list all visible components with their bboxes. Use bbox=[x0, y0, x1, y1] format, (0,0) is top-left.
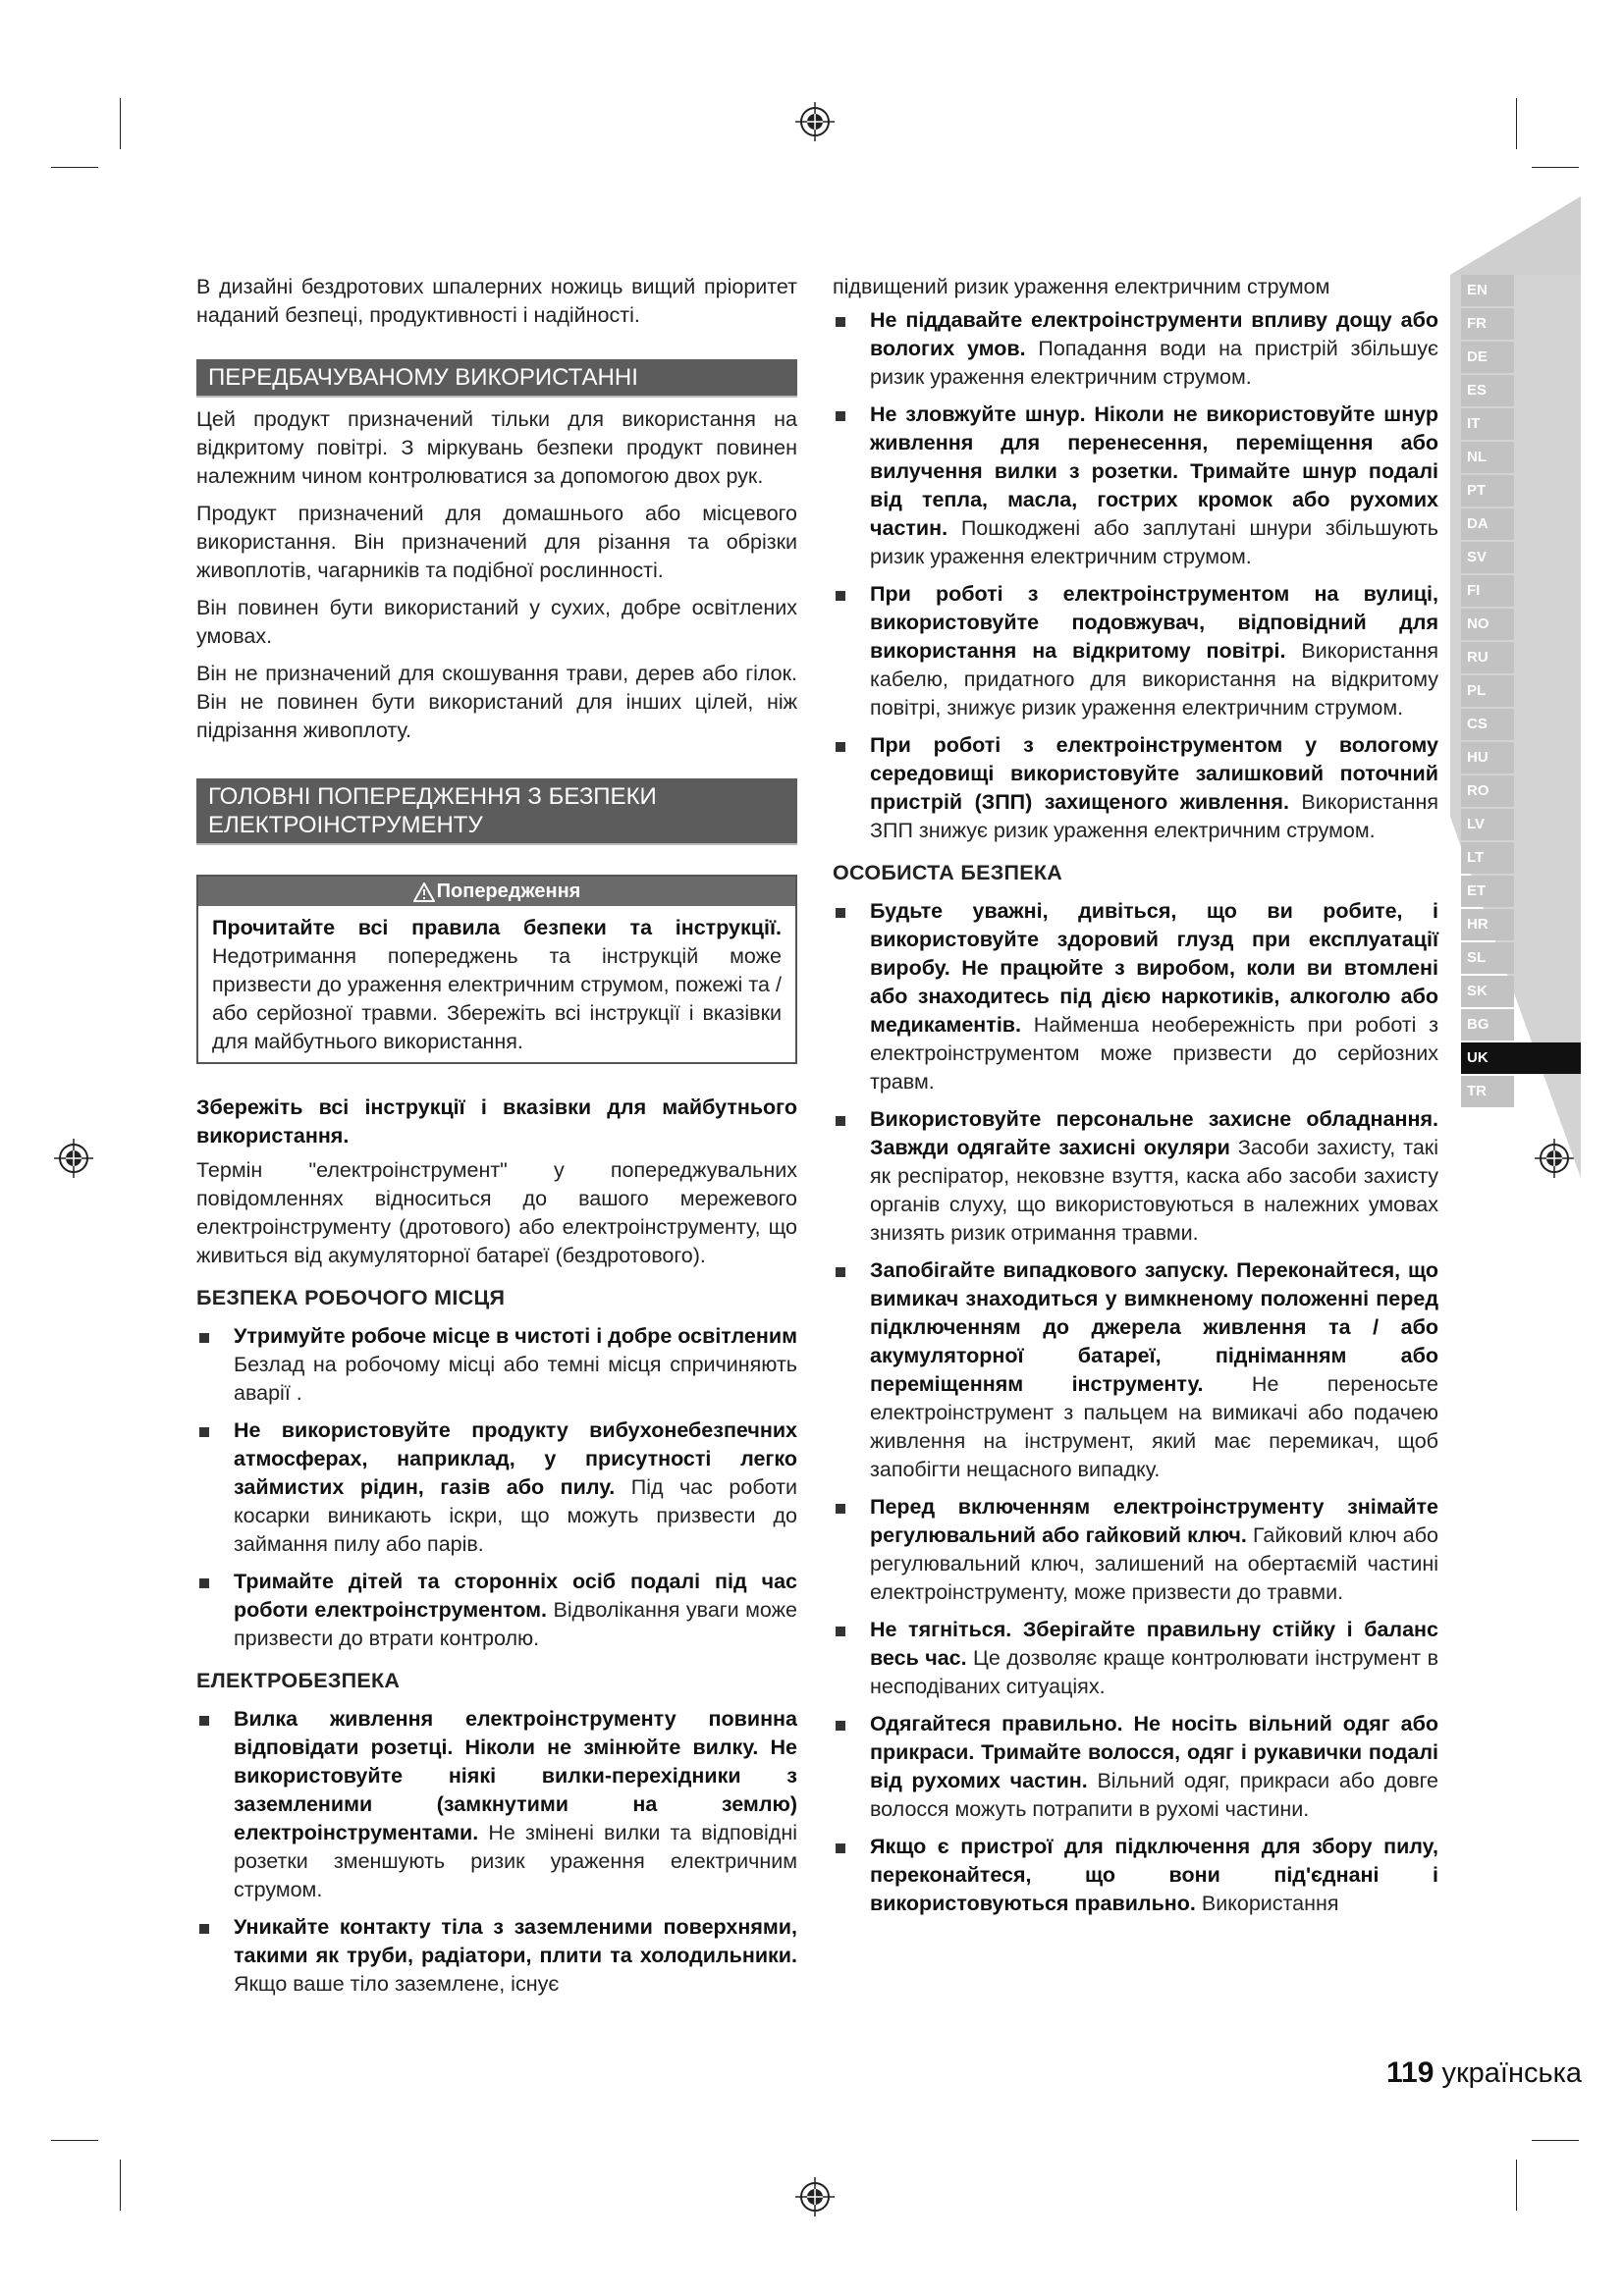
paragraph: Термін "електроінструмент" у попереджувальних повідомленнях відноситься до вашого мережевого електроінструменту (дротового) або електроінструменту, що живиться від акумуляторної батареї (бездротового). bbox=[196, 1158, 797, 1267]
language-tab-de[interactable]: DE bbox=[1461, 342, 1514, 373]
list-item-text: Під час роботи косарки виникають іскри, що можуть призвести до займання пилу або парів. bbox=[234, 1475, 797, 1556]
heading-line: ЕЛЕКТРОІНСТРУМЕНТУ bbox=[208, 812, 483, 838]
subheading-work-area: БЕЗПЕКА РОБОЧОГО МІСЦЯ bbox=[196, 1286, 506, 1309]
trim-mark bbox=[1516, 98, 1517, 149]
language-tab-ru[interactable]: RU bbox=[1461, 642, 1514, 673]
list-item-text: Це дозволяє краще контролювати інструмент в несподіваних ситуаціях. bbox=[870, 1646, 1438, 1698]
warning-title-text: Попередження bbox=[436, 881, 581, 902]
list-item-bold: Не зловжуйте шнур. Ніколи не використовуйте шнур живлення для перенесення, переміщення або вилучення вилки з розетки. Тримайте шнур подалі від тепла, масла, гострих кромок або рухомих частин. bbox=[870, 402, 1438, 540]
work-area-list bbox=[196, 1322, 797, 1653]
intro-paragraph: В дизайні бездротових шпалерних ножиць вищий пріоритет наданий безпеці, продуктивності і надійності. bbox=[196, 275, 797, 327]
language-tab-lv[interactable]: LV bbox=[1461, 809, 1514, 840]
language-tab-pl[interactable]: PL bbox=[1461, 675, 1514, 707]
list-item-bold: При роботі з електроінструментом на вулиці, використовуйте подовжувач, відповідний для використання на відкритому повітрі. bbox=[870, 582, 1438, 663]
list-item bbox=[833, 731, 1438, 845]
list-item bbox=[833, 1493, 1438, 1607]
language-tab-pt[interactable]: PT bbox=[1461, 475, 1514, 507]
registration-mark-icon bbox=[54, 1139, 93, 1178]
list-item-bold: При роботі з електроінструментом у вологому середовищі використовуйте залишковий поточний пристрій (ЗПП) захищеного живлення. bbox=[870, 733, 1438, 814]
list-item-bold: Запобігайте випадкового запуску. Переконайтеся, що вимикач знаходиться у вимкненому положенні перед підключенням до джерела живлення та / або акумуляторної батареї, підніманням або переміщенням інструменту. bbox=[870, 1258, 1438, 1396]
language-tab-sl[interactable]: SL bbox=[1461, 942, 1514, 974]
list-item bbox=[833, 1710, 1438, 1824]
list-item bbox=[196, 1913, 797, 1999]
list-item-bold: Вилка живлення електроінструменту повинна відповідати розетці. Ніколи не змінюйте вилку. Не використовуйте ніякі вилки-перехідники з заземленими (замкнутими на землю) електроінструментами. bbox=[234, 1707, 797, 1844]
page-footer bbox=[1386, 2056, 1582, 2090]
list-item-text: Використання кабелю, придатного для використання на відкритому повітрі, знижує ризик ураження електричним струмом. bbox=[870, 639, 1438, 720]
list-item-text: Використання bbox=[1195, 1892, 1339, 1915]
language-tab-en[interactable]: EN bbox=[1461, 275, 1514, 306]
language-tab-nl[interactable]: NL bbox=[1461, 442, 1514, 473]
list-item bbox=[833, 400, 1438, 571]
trim-mark bbox=[51, 167, 98, 168]
list-item-text: Вільний одяг, прикраси або довге волосся можуть потрапити в рухомі частини. bbox=[870, 1769, 1438, 1821]
list-item-text: Засоби захисту, такі як респіратор, нековзне взуття, каска або засоби захисту органів слуху, що використовуються в належних умовах знизять ризик отримання травми. bbox=[870, 1136, 1438, 1245]
section-heading-safety-warnings bbox=[196, 778, 797, 845]
language-tab-it[interactable]: IT bbox=[1461, 408, 1514, 440]
language-tab-no[interactable]: NO bbox=[1461, 609, 1514, 640]
page-number: 119 bbox=[1386, 2056, 1435, 2089]
keep-instructions-heading: Збережіть всі інструкції і вказівки для майбутнього використання. bbox=[196, 1095, 797, 1148]
list-item-bold: Не тягніться. Зберігайте правильну стійку і баланс весь час. bbox=[870, 1618, 1438, 1670]
heading-line: ГОЛОВНІ ПОПЕРЕДЖЕННЯ З БЕЗПЕКИ bbox=[208, 783, 657, 810]
list-item-text: Не переносьте електроінструмент з пальцем на вимикачі або подачею живлення на інструмент, який має перемикач, щоб запобігти нещасного випадку. bbox=[870, 1372, 1438, 1481]
trim-mark bbox=[1516, 2160, 1517, 2211]
warning-box bbox=[196, 875, 797, 1064]
list-item bbox=[833, 1256, 1438, 1484]
warning-title bbox=[198, 877, 795, 906]
paragraph: Цей продукт призначений тільки для використання на відкритому повітрі. З міркувань безпеки продукт повинен належним чином контролюватися за допомогою двох рук. bbox=[196, 407, 797, 488]
subheading-personal: ОСОБИСТА БЕЗПЕКА bbox=[833, 861, 1063, 884]
list-item-text: Не змінені вилки та відповідні розетки зменшують ризик ураження електричним струмом. bbox=[234, 1821, 797, 1901]
language-tab-ro[interactable]: RO bbox=[1461, 775, 1514, 807]
list-item-text: Найменша необережність при роботі з електроінструментом може призвести до серйозних травм. bbox=[870, 1013, 1438, 1094]
language-tab-sk[interactable]: SK bbox=[1461, 976, 1514, 1007]
language-tab-uk[interactable]: UK bbox=[1461, 1042, 1581, 1074]
trim-mark bbox=[1532, 2140, 1579, 2141]
list-item-text: Використання ЗПП знижує ризик ураження електричним струмом. bbox=[870, 790, 1438, 842]
list-item bbox=[833, 1833, 1438, 1918]
list-item bbox=[833, 897, 1438, 1096]
list-item bbox=[196, 1416, 797, 1559]
language-tab-tr[interactable]: TR bbox=[1461, 1076, 1514, 1107]
warning-text: Недотримання попереджень та інструкцій може призвести до ураження електричним струмом, пожежі та / або серйозної травми. Збережіть всі інструкції і вказівки для майбутнього використання. bbox=[212, 944, 782, 1053]
list-item-text: Гайковий ключ або регулювальний ключ, залишений на обертаємій частині електроінструменту, може призвести до травми. bbox=[870, 1523, 1438, 1604]
list-item-bold: Перед включенням електроінструменту знімайте регулювальний або гайковий ключ. bbox=[870, 1495, 1438, 1547]
language-index bbox=[1461, 275, 1571, 1109]
language-tab-lt[interactable]: LT bbox=[1461, 842, 1514, 874]
language-tab-et[interactable]: ET bbox=[1461, 876, 1514, 907]
list-item-bold: Якщо є пристрої для підключення для збору пилу, переконайтеся, що вони під'єднані і використовуються правильно. bbox=[870, 1835, 1438, 1915]
trim-mark bbox=[1532, 167, 1579, 168]
language-tab-hu[interactable]: HU bbox=[1461, 742, 1514, 774]
list-item bbox=[833, 306, 1438, 392]
electrical-safety-list-continued bbox=[833, 306, 1438, 845]
electrical-safety-list bbox=[196, 1705, 797, 1999]
list-item-text: Попадання води на пристрій збільшує ризик ураження електричним струмом. bbox=[870, 337, 1438, 389]
paragraph: Продукт призначений для домашнього або місцевого використання. Він призначений для різання та обрізки живоплотів, чагарників та подібної рослинності. bbox=[196, 502, 797, 582]
left-column bbox=[196, 273, 797, 2007]
list-item-text: Пошкоджені або заплутані шнури збільшують ризик ураження електричним струмом. bbox=[870, 516, 1438, 568]
section-heading-intended-use: ПЕРЕДБАЧУВАНОМУ ВИКОРИСТАННІ bbox=[196, 359, 797, 398]
paragraph: Він повинен бути використаний у сухих, добре освітлених умовах. bbox=[196, 596, 797, 648]
list-item-bold: Уникайте контакту тіла з заземленими поверхнями, такими як труби, радіатори, плити та холодильники. bbox=[234, 1915, 797, 1967]
list-item-bold: Будьте уважні, дивіться, що ви робите, і використовуйте здоровий глузд при експлуатації виробу. Не працюйте з виробом, коли ви втомлені або знаходитесь під дією наркотиків, алкоголю або медикаментів. bbox=[870, 899, 1438, 1037]
list-item-bold: Не піддавайте електроінструменти впливу дощу або вологих умов. bbox=[870, 308, 1438, 360]
list-item-bold: Утримуйте робоче місце в чистоті і добре освітленим bbox=[234, 1324, 797, 1348]
warning-triangle-icon bbox=[413, 882, 435, 902]
warning-bold-text: Прочитайте всі правила безпеки та інструкції. bbox=[212, 916, 782, 939]
list-item-text: Безлад на робочому місці або темні місця спричиняють аварії . bbox=[234, 1353, 797, 1405]
paragraph: Він не призначений для скошування трави, дерев або гілок. Він не повинен бути використаний для інших цілей, ніж підрізання живоплоту. bbox=[196, 662, 797, 742]
language-tab-da[interactable]: DA bbox=[1461, 508, 1514, 540]
language-tab-sv[interactable]: SV bbox=[1461, 542, 1514, 573]
list-item-text: Якщо ваше тіло заземлене, існує bbox=[234, 1972, 560, 1996]
personal-safety-list bbox=[833, 897, 1438, 1918]
list-item bbox=[833, 580, 1438, 722]
list-item bbox=[833, 1105, 1438, 1248]
registration-mark-icon bbox=[1535, 1139, 1574, 1178]
trim-mark bbox=[120, 2160, 121, 2211]
list-item-text: Відволікання уваги може призвести до втрати контролю. bbox=[234, 1598, 797, 1650]
language-tab-hr[interactable]: HR bbox=[1461, 909, 1514, 940]
footer-language: українська bbox=[1441, 2057, 1583, 2089]
list-item bbox=[196, 1322, 797, 1408]
language-tab-es[interactable]: ES bbox=[1461, 375, 1514, 406]
list-item bbox=[833, 1616, 1438, 1701]
list-item-bold: Використовуйте персональне захисне обладнання. Завжди одягайте захисні окуляри bbox=[870, 1107, 1438, 1159]
subheading-electrical: ЕЛЕКТРОБЕЗПЕКА bbox=[196, 1669, 401, 1692]
trim-mark bbox=[51, 2140, 98, 2141]
registration-mark-icon bbox=[795, 2177, 835, 2216]
continued-text: підвищений ризик ураження електричним струмом bbox=[833, 275, 1330, 298]
language-panel-corner bbox=[1450, 196, 1581, 275]
language-tab-bg[interactable]: BG bbox=[1461, 1009, 1514, 1041]
list-item bbox=[196, 1568, 797, 1653]
list-item-bold: Не використовуйте продукту вибухонебезпечних атмосферах, наприклад, у присутності легко займистих рідин, газів або пилу. bbox=[234, 1418, 797, 1499]
registration-mark-icon bbox=[795, 102, 835, 141]
list-item bbox=[196, 1705, 797, 1904]
language-tab-cs[interactable]: CS bbox=[1461, 709, 1514, 740]
language-tab-fi[interactable]: FI bbox=[1461, 575, 1514, 607]
warning-body bbox=[198, 906, 795, 1062]
list-item-bold: Тримайте дітей та сторонніх осіб подалі під час роботи електроінструментом. bbox=[234, 1570, 797, 1622]
right-column bbox=[833, 273, 1438, 1927]
list-item-bold: Одягайтеся правильно. Не носіть вільний одяг або прикраси. Тримайте волосся, одяг і рукавички подалі від рухомих частин. bbox=[870, 1712, 1438, 1792]
trim-mark bbox=[120, 98, 121, 149]
language-tab-fr[interactable]: FR bbox=[1461, 308, 1514, 340]
